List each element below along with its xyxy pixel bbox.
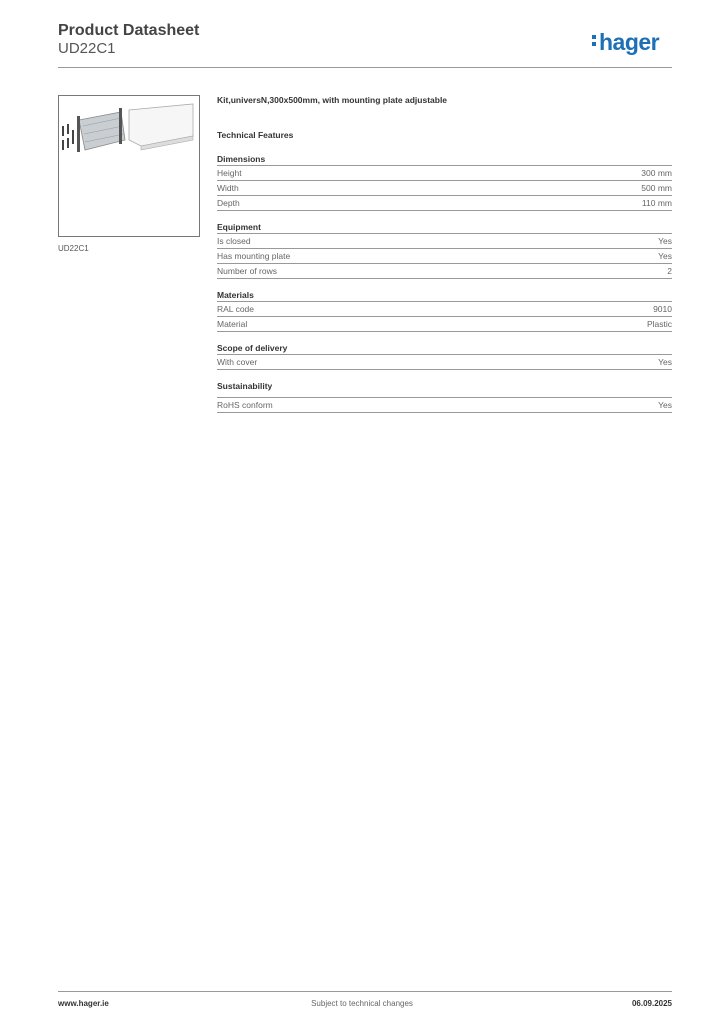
product-kit-icon: [59, 96, 199, 236]
header-divider: [58, 67, 672, 68]
row-label: Depth: [217, 198, 240, 208]
section-equipment: [217, 222, 672, 279]
section-title: Equipment: [217, 222, 261, 232]
section-title: Materials: [217, 290, 254, 300]
row-value: Plastic: [646, 319, 672, 329]
table-row: [217, 165, 672, 180]
row-label: Has mounting plate: [217, 251, 291, 261]
section-dimensions: [217, 154, 672, 211]
logo-text: hager: [599, 29, 660, 55]
image-caption: UD22C1: [58, 244, 89, 253]
section-title: Dimensions: [217, 154, 266, 164]
footer-notice: Subject to technical changes: [311, 999, 413, 1008]
page-title: Product Datasheet: [58, 22, 200, 39]
table-row: [217, 248, 672, 263]
section-title: Scope of delivery: [217, 343, 288, 353]
row-value: Yes: [658, 400, 672, 410]
technical-features-heading: Technical Features: [217, 130, 294, 140]
row-label: RoHS conform: [217, 400, 273, 410]
row-label: With cover: [217, 357, 258, 367]
datasheet-content: [217, 95, 672, 413]
table-row: [217, 233, 672, 248]
hager-logo: [592, 29, 659, 56]
footer-date: 06.09.2025: [631, 999, 672, 1008]
logo-dots-icon: [592, 35, 597, 49]
row-label: Number of rows: [217, 266, 277, 276]
row-value: Yes: [658, 236, 672, 246]
table-row: [217, 316, 672, 332]
table-row: [217, 180, 672, 195]
row-label: Is closed: [217, 236, 251, 246]
row-label: Material: [217, 319, 248, 329]
row-label: Height: [217, 168, 242, 178]
table-row: [217, 397, 672, 413]
row-value: 9010: [653, 304, 672, 314]
section-materials: [217, 290, 672, 332]
row-value: 300 mm: [641, 168, 672, 178]
row-label: RAL code: [217, 304, 255, 314]
table-row: [217, 301, 672, 316]
table-row: [217, 263, 672, 279]
table-row: [217, 195, 672, 211]
section-sustainability: [217, 381, 672, 413]
row-value: 2: [667, 266, 672, 276]
section-title: Sustainability: [217, 381, 273, 391]
product-description: Kit,universN,300x500mm, with mounting plate adjustable: [217, 95, 448, 105]
table-row: [217, 354, 672, 370]
product-code: UD22C1: [58, 40, 116, 57]
footer-website: www.hager.ie: [58, 999, 109, 1008]
row-value: 500 mm: [641, 183, 672, 193]
section-scope-of-delivery: [217, 343, 672, 370]
row-label: Width: [217, 183, 239, 193]
row-value: Yes: [658, 357, 672, 367]
row-value: 110 mm: [641, 198, 672, 208]
footer-divider: [58, 991, 672, 992]
product-image: [58, 95, 200, 237]
row-value: Yes: [658, 251, 672, 261]
